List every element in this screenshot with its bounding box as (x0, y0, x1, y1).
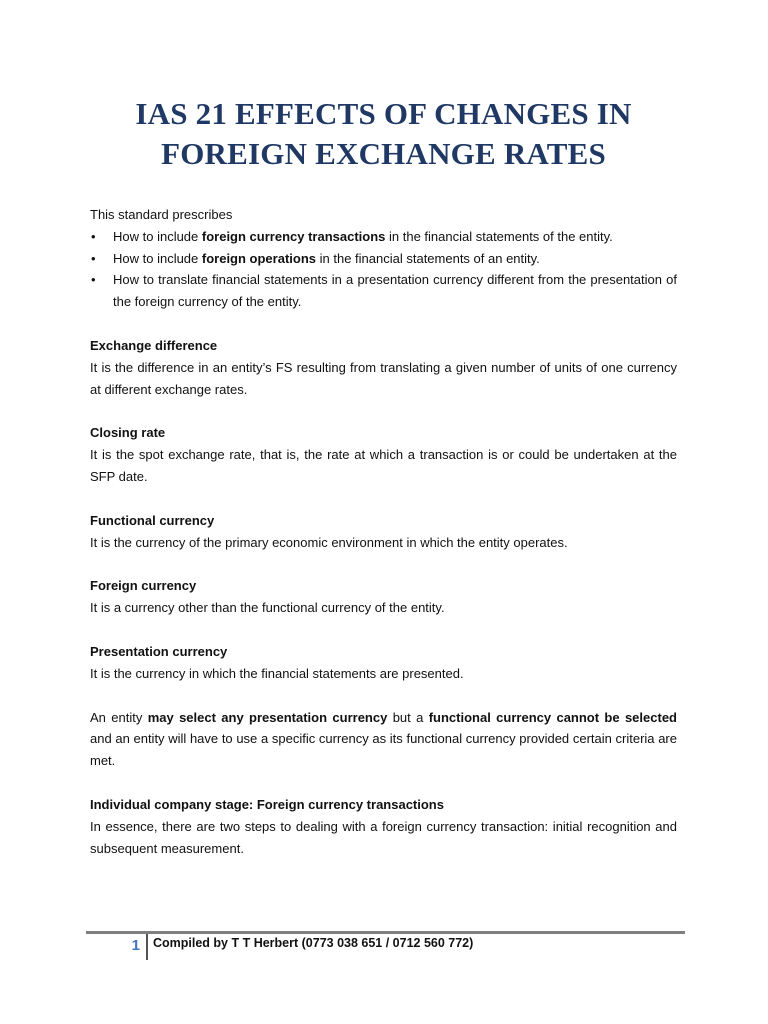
definition-heading: Closing rate (90, 425, 166, 441)
page-number: 1 (131, 937, 140, 954)
bullet-bold-text: foreign operations (201, 250, 317, 266)
section-text: In essence, there are two steps to dealing with a foreign currency transaction: initial recognition and subsequent measurement. (90, 818, 677, 856)
intro-text: This standard prescribes (90, 207, 233, 222)
footer-separator (146, 934, 148, 960)
bullet-bold-text: foreign currency transactions (201, 228, 386, 244)
definition-heading: Functional currency (90, 512, 215, 528)
definition-heading: Presentation currency (90, 643, 228, 659)
definition-text: It is the difference in an entity’s FS resulting from translating a given number of units of one currency at different exchange rates. (90, 359, 677, 397)
footer-rule (86, 931, 685, 934)
title-line-2: FOREIGN EXCHANGE RATES (161, 136, 606, 171)
definition-text: It is a currency other than the functional currency of the entity. (90, 600, 445, 616)
definition-text: It is the spot exchange rate, that is, the rate at which a transaction is or could be undertaken at the SFP date. (90, 447, 677, 484)
title-line-1: IAS 21 EFFECTS OF CHANGES IN (135, 96, 632, 131)
bullet-text: How to translate financial statements in a presentation currency different from the presentation of the foreign currency of the entity. (113, 272, 677, 310)
document-body (90, 204, 677, 859)
section-heading: Individual company stage: Foreign currency transactions (90, 796, 444, 812)
definition-heading: Foreign currency (90, 578, 197, 594)
bullet-text: How to include (113, 250, 202, 266)
bullet-text: in the financial statements of an entity. (316, 250, 540, 266)
selection-note: An entity may select any presentation currency but a functional currency cannot be selected and an entity will have to use a specific currency as its functional currency provided certain criteria are met. (90, 709, 677, 769)
footer-credit: Compiled by T T Herbert (0773 038 651 / 0712 560 772) (153, 936, 474, 950)
document-title (90, 94, 677, 174)
bullet-item (90, 269, 677, 313)
bullet-text: in the financial statements of the entity. (385, 228, 613, 244)
definition-text: It is the currency in which the financial statements are presented. (90, 665, 464, 681)
bullet-item (90, 226, 677, 248)
definition-text: It is the currency of the primary economic environment in which the entity operates. (90, 534, 568, 550)
bullet-list (90, 226, 677, 313)
bullet-item (90, 248, 677, 270)
definition-heading: Exchange difference (90, 337, 218, 353)
bullet-text: How to include (113, 228, 202, 244)
